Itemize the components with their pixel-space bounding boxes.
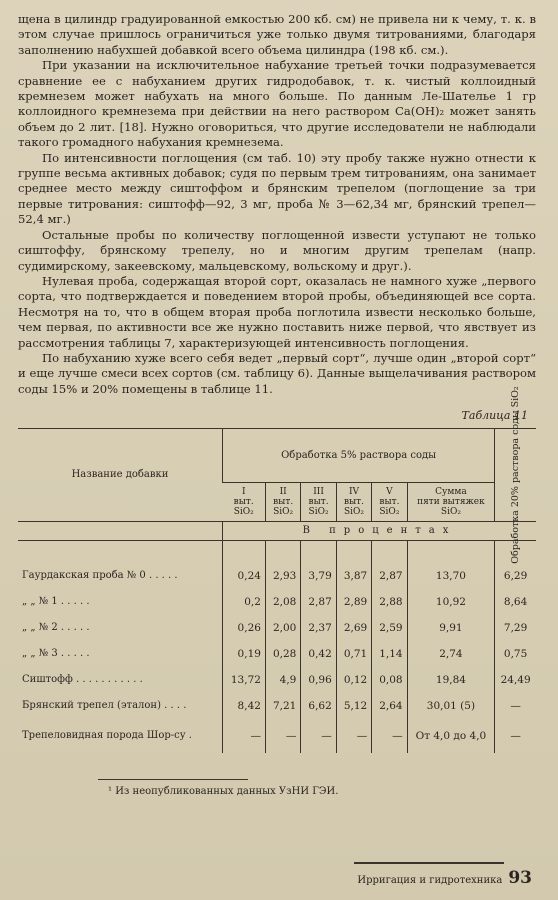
table-cell: 30,01 (5) bbox=[407, 693, 495, 719]
table-cell: 0,2 bbox=[223, 589, 266, 615]
sub-column-header-top: Сумма bbox=[435, 487, 467, 498]
table-cell: 2,64 bbox=[372, 693, 407, 719]
table-cell: 8,42 bbox=[223, 693, 266, 719]
sub-column-header-mid: выт. bbox=[233, 497, 254, 508]
table-cell: 5,12 bbox=[336, 693, 371, 719]
table-cell: 4,9 bbox=[265, 667, 300, 693]
sub-column-header bbox=[372, 483, 407, 522]
name-column-header: Название добавки bbox=[18, 429, 223, 522]
table-cell: 0,12 bbox=[336, 667, 371, 693]
table-cell: 7,29 bbox=[495, 615, 536, 641]
sub-column-header-mid: выт. bbox=[343, 497, 365, 508]
sub-column-header bbox=[407, 483, 495, 522]
table-cell: 13,72 bbox=[223, 667, 266, 693]
paragraph-6: По набуханию хуже всего себя ведет „первый сорт“, лучше один „второй сорт“ и еще лучше смеси всех сортов (см. таблицу 6). Данные выщелачивания раствором соды 15% и 20% помещены в таблице 11. bbox=[18, 350, 536, 396]
sub-column-header-top: I bbox=[241, 487, 246, 498]
table-row bbox=[18, 667, 536, 693]
footnote-rule bbox=[98, 779, 248, 780]
row-name: Гаурдакская проба № 0 . . . . . bbox=[22, 570, 178, 582]
paragraph-1: щена в цилиндр градуированной емкостью 200 кб. см) не привела ни к чему, т. к. в этом случае пришлось ограничиться уже только двумя титрованиями, благодаря заполнению набухшей добавкой всего объема цилиндра (198 кб. см.). bbox=[18, 12, 536, 57]
table-cell: 3,87 bbox=[336, 563, 371, 589]
sub-column-header bbox=[223, 483, 266, 522]
last-column-header bbox=[495, 386, 536, 564]
sub-column-header-top: III bbox=[313, 487, 324, 498]
table-cell: 0,24 bbox=[223, 563, 266, 589]
sub-column-header-bot: SiO₂ bbox=[308, 507, 329, 518]
table-row bbox=[18, 563, 536, 589]
footnote: ¹ Из неопубликованных данных УзНИ ГЭИ. bbox=[108, 786, 339, 798]
table-row bbox=[18, 719, 536, 753]
sub-column-header bbox=[301, 483, 336, 522]
table-cell: 9,91 bbox=[407, 615, 495, 641]
table-cell: 3,79 bbox=[301, 563, 336, 589]
sub-column-header bbox=[265, 483, 300, 522]
table-cell: 2,93 bbox=[265, 563, 300, 589]
table-row bbox=[18, 641, 536, 667]
table-cell: 2,87 bbox=[301, 589, 336, 615]
table-cell: 2,69 bbox=[336, 615, 371, 641]
table-cell: — bbox=[495, 719, 536, 753]
table-cell: 8,64 bbox=[495, 589, 536, 615]
table-cell: — bbox=[301, 719, 336, 753]
table-cell: 1,14 bbox=[372, 641, 407, 667]
table-cell: 0,28 bbox=[265, 641, 300, 667]
table-cell: — bbox=[265, 719, 300, 753]
table-cell: 2,89 bbox=[336, 589, 371, 615]
sub-column-header-mid: выт. bbox=[308, 497, 329, 508]
table-cell: 19,84 bbox=[407, 667, 495, 693]
table-cell: 0,75 bbox=[495, 641, 536, 667]
sub-column-header-top: V bbox=[386, 487, 393, 498]
journal-name: Ирригация и гидротехника bbox=[357, 875, 503, 886]
table-cell: 6,62 bbox=[301, 693, 336, 719]
sub-column-header-top: IV bbox=[348, 487, 360, 498]
table-cell: — bbox=[336, 719, 371, 753]
body-text bbox=[18, 12, 536, 397]
table-cell: 0,71 bbox=[336, 641, 371, 667]
page-footer bbox=[357, 868, 532, 888]
sub-column-header-bot: SiO₂ bbox=[273, 507, 294, 518]
row-name: Брянский трепел (эталон) . . . . bbox=[22, 700, 187, 712]
sub-column-header-bot: SiO₂ bbox=[440, 507, 461, 518]
row-name: „ „ № 2 . . . . . bbox=[22, 622, 90, 634]
table-cell: — bbox=[495, 693, 536, 719]
row-name: „ „ № 1 . . . . . bbox=[22, 596, 90, 608]
row-name: Сиштофф . . . . . . . . . . . bbox=[22, 674, 143, 686]
row-name: Трепеловидная порода Шор-су . bbox=[22, 730, 192, 742]
paragraph-4: Остальные пробы по количеству поглощенной извести уступают не только сиштоффу, брянскому трепелу, но и многим другим трепелам (напр. судимирскому, закеевскому, мальцевскому, вольскому и друг.). bbox=[18, 227, 536, 273]
table-cell: 7,21 bbox=[265, 693, 300, 719]
table-cell: 2,87 bbox=[372, 563, 407, 589]
footer-rule bbox=[354, 862, 504, 864]
table-cell: 2,74 bbox=[407, 641, 495, 667]
table-cell: 2,08 bbox=[265, 589, 300, 615]
row-name: „ „ № 3 . . . . . bbox=[22, 648, 90, 660]
table-cell: 2,88 bbox=[372, 589, 407, 615]
table-cell: 2,00 bbox=[265, 615, 300, 641]
paragraph-2: При указании на исключительное набухание третьей точки подразумевается сравнение ее с набуханием других гидродобавок, т. к. чистый коллоидный кремнезем может набухать на много больше. По данным Ле-Шателье 1 гр коллоидного кремнезема при действии на него раствором Ca(OH)₂ может занять объем до 2 лит. [18]. Нужно оговориться, что другие исследователи не наблюдали такого громадного набухания кремнезема. bbox=[18, 58, 536, 150]
sub-column-header bbox=[336, 483, 371, 522]
table-cell: — bbox=[372, 719, 407, 753]
table-cell: 0,96 bbox=[301, 667, 336, 693]
table-cell: 13,70 bbox=[407, 563, 495, 589]
paragraph-3: По интенсивности поглощения (см таб. 10) эту пробу также нужно отнести к группе весьма активных добавок; судя по первым трем титрованиям, она занимает среднее место между сиштоффом и брянским трепелом (поглощение за три первые титрования: сиштофф—92, 3 мг, проба № 3—62,34 мг, брянский трепел—52,4 мг.) bbox=[18, 150, 536, 227]
group-column-header: Обработка 5% раствора соды bbox=[223, 429, 495, 483]
paragraph-5: Нулевая проба, содержащая второй сорт, оказалась не намного хуже „первого сорта, что подтверждается и поведением второй пробы, объединяющей все сорта. Несмотря на то, что в общем вторая проба поглотила извести несколько больше, чем первая, по активности все же нужно поставить ниже первой, что явствует из рассмотрения таблицы 7, характеризующей интенсивность поглощения. bbox=[18, 273, 536, 350]
table-row bbox=[18, 693, 536, 719]
table-cell: 24,49 bbox=[495, 667, 536, 693]
table-cell: 0,08 bbox=[372, 667, 407, 693]
sub-column-header-mid: пяти вытяжек bbox=[417, 497, 485, 508]
table-cell: 2,37 bbox=[301, 615, 336, 641]
sub-column-header-mid: выт. bbox=[379, 497, 400, 508]
page-number: 93 bbox=[508, 868, 532, 888]
units-row: В процентах bbox=[223, 522, 537, 541]
last-column-header-text: Обработка 20% раствора соды SiO₂ bbox=[509, 386, 521, 564]
table-cell: От 4,0 до 4,0 bbox=[407, 719, 495, 753]
table-cell: 0,42 bbox=[301, 641, 336, 667]
table-cell: — bbox=[223, 719, 266, 753]
table-cell: 6,29 bbox=[495, 563, 536, 589]
table-title: Таблица 11 bbox=[461, 409, 528, 423]
sub-column-header-bot: SiO₂ bbox=[379, 507, 400, 518]
table-cell: 0,26 bbox=[223, 615, 266, 641]
sub-column-header-bot: SiO₂ bbox=[233, 507, 254, 518]
table-cell: 0,19 bbox=[223, 641, 266, 667]
sub-column-header-bot: SiO₂ bbox=[343, 507, 364, 518]
sub-column-header-mid: выт. bbox=[273, 497, 294, 508]
sub-column-header-top: II bbox=[279, 487, 287, 498]
table-cell: 2,59 bbox=[372, 615, 407, 641]
table-cell: 10,92 bbox=[407, 589, 495, 615]
table-row bbox=[18, 615, 536, 641]
table-row bbox=[18, 589, 536, 615]
